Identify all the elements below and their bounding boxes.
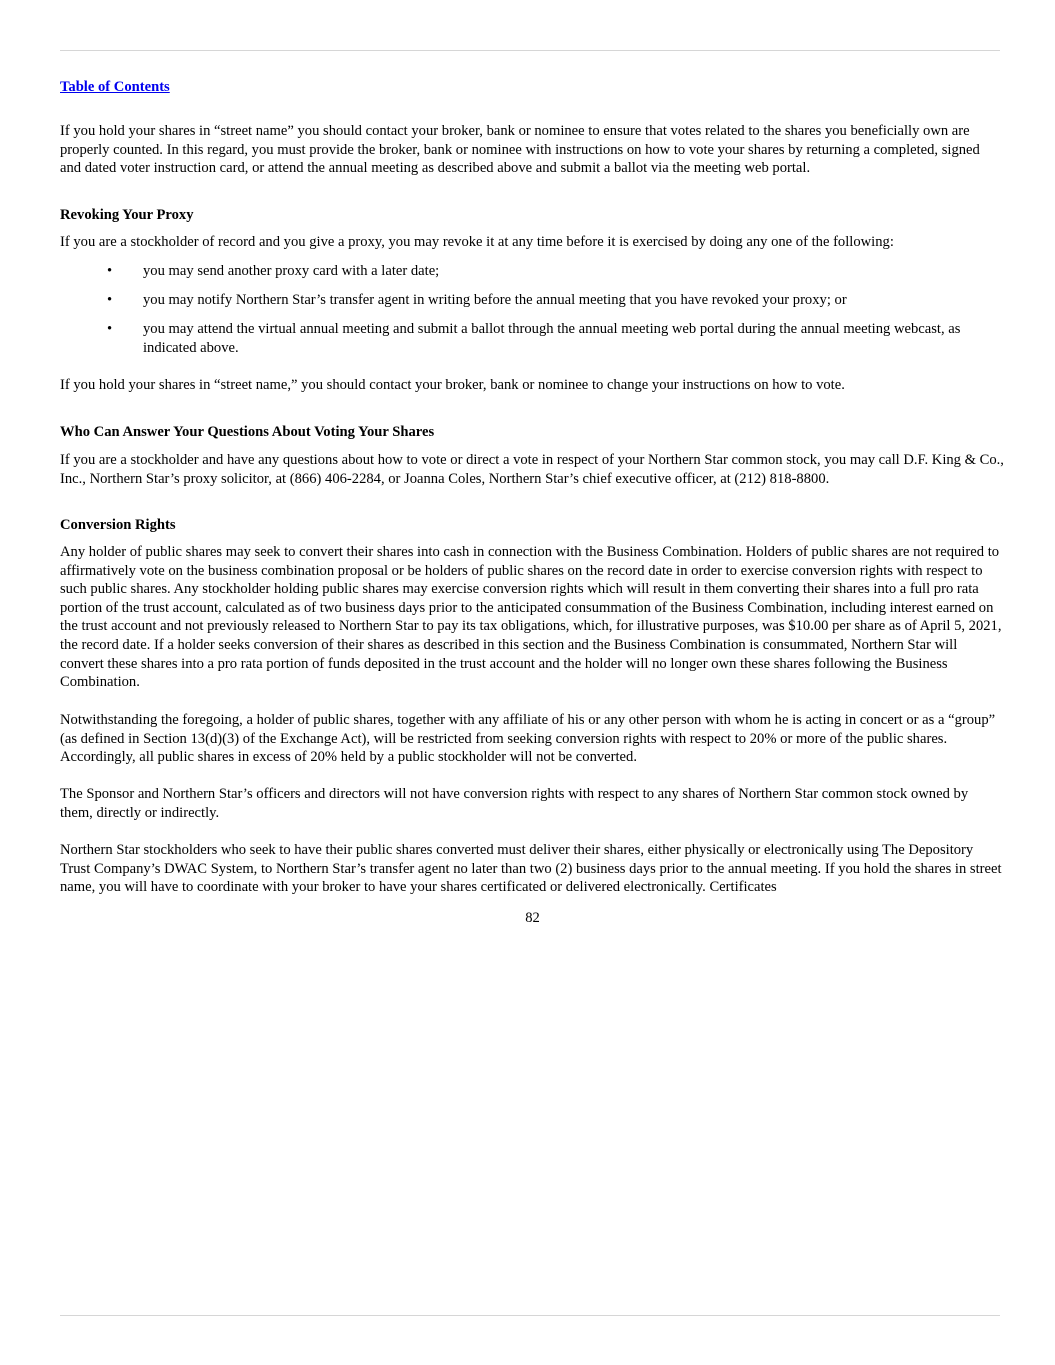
conversion-paragraph-4: Northern Star stockholders who seek to have their public shares converted must deliver their shares, either physically or electronically using The Depository Trust Company’s DWAC System, to Northern Star’s transfer agent no later than two (2) business days prior to the annual meeting. If you hold the shares in street name, you will have to coordinate with your broker to have your shares certificated or delivered electronically. Certificates bbox=[60, 842, 1002, 896]
revoking-heading: Revoking Your Proxy bbox=[60, 207, 194, 223]
list-item: you may send another proxy card with a later date; bbox=[143, 263, 440, 279]
bullet-icon: • bbox=[107, 321, 113, 337]
page-number: 82 bbox=[525, 910, 540, 926]
conversion-paragraph-1: Any holder of public shares may seek to convert their shares into cash in connection with the Business Combination. Holders of public shares are not required to affirmatively vote on the business combination proposal or be holders of public shares on the record date in order to exercise conversion rights with respect to such public shares. Any stockholder holding public shares may exercise conversion rights which will result in them converting their shares into a full pro rata portion of the trust account, calculated as of two business days prior to the anticipated consummation of the Business Combination, including interest earned on the trust account and not previously released to Northern Star to pay its tax obligations, which, for illustrative purposes, was $10.00 per share as of April 5, 2021, the record date. If a holder seeks conversion of their shares as described in this section and the Business Combination is consummated, Northern Star will convert these shares into a pro rata portion of funds deposited in the trust account and the holder will no longer own these shares following the Business Combination. bbox=[60, 544, 1002, 691]
bottom-divider bbox=[60, 1315, 1000, 1316]
conversion-paragraph-3: The Sponsor and Northern Star’s officers and directors will not have conversion rights with respect to any shares of Northern Star common stock owned by them, directly or indirectly. bbox=[60, 786, 969, 821]
table-of-contents-link[interactable]: Table of Contents bbox=[60, 79, 170, 95]
list-item: you may notify Northern Star’s transfer agent in writing before the annual meeting that you have revoked your proxy; or bbox=[143, 292, 847, 308]
conversion-paragraph-2: Notwithstanding the foregoing, a holder of public shares, together with any affiliate of his or any other person with whom he is acting in concert or as a “group” (as defined in Section 13(d)(3) of the Exchange Act), will be restricted from seeking conversion rights with respect to 20% or more of the public shares. Accordingly, all public shares in excess of 20% held by a public stockholder will not be converted. bbox=[60, 712, 996, 766]
questions-text: If you are a stockholder and have any questions about how to vote or direct a vote in respect of your Northern Star common stock, you may call D.F. King & Co., Inc., Northern Star’s proxy solicitor, at (866) 406-2284, or Joanna Coles, Northern Star’s chief executive officer, at (212) 818-8800. bbox=[60, 452, 1004, 487]
questions-heading: Who Can Answer Your Questions About Voting Your Shares bbox=[60, 424, 435, 440]
conversion-heading: Conversion Rights bbox=[60, 517, 176, 533]
bullet-icon: • bbox=[107, 263, 113, 279]
list-item: you may attend the virtual annual meeting and submit a ballot through the annual meeting web portal during the annual meeting webcast, as indicated above. bbox=[143, 321, 961, 356]
revoking-intro: If you are a stockholder of record and you give a proxy, you may revoke it at any time before it is exercised by doing any one of the following: bbox=[60, 234, 894, 250]
street-name-paragraph: If you hold your shares in “street name” you should contact your broker, bank or nominee to ensure that votes related to the shares you beneficially own are properly counted. In this regard, you must provide the broker, bank or nominee with instructions on how to vote your shares by returning a completed, signed and dated voter instruction card, or attend the annual meeting as described above and submit a ballot via the meeting web portal. bbox=[60, 123, 980, 177]
revoking-outro: If you hold your shares in “street name,” you should contact your broker, bank or nominee to change your instructions on how to vote. bbox=[60, 377, 845, 393]
top-divider bbox=[60, 50, 1000, 51]
bullet-icon: • bbox=[107, 292, 113, 308]
